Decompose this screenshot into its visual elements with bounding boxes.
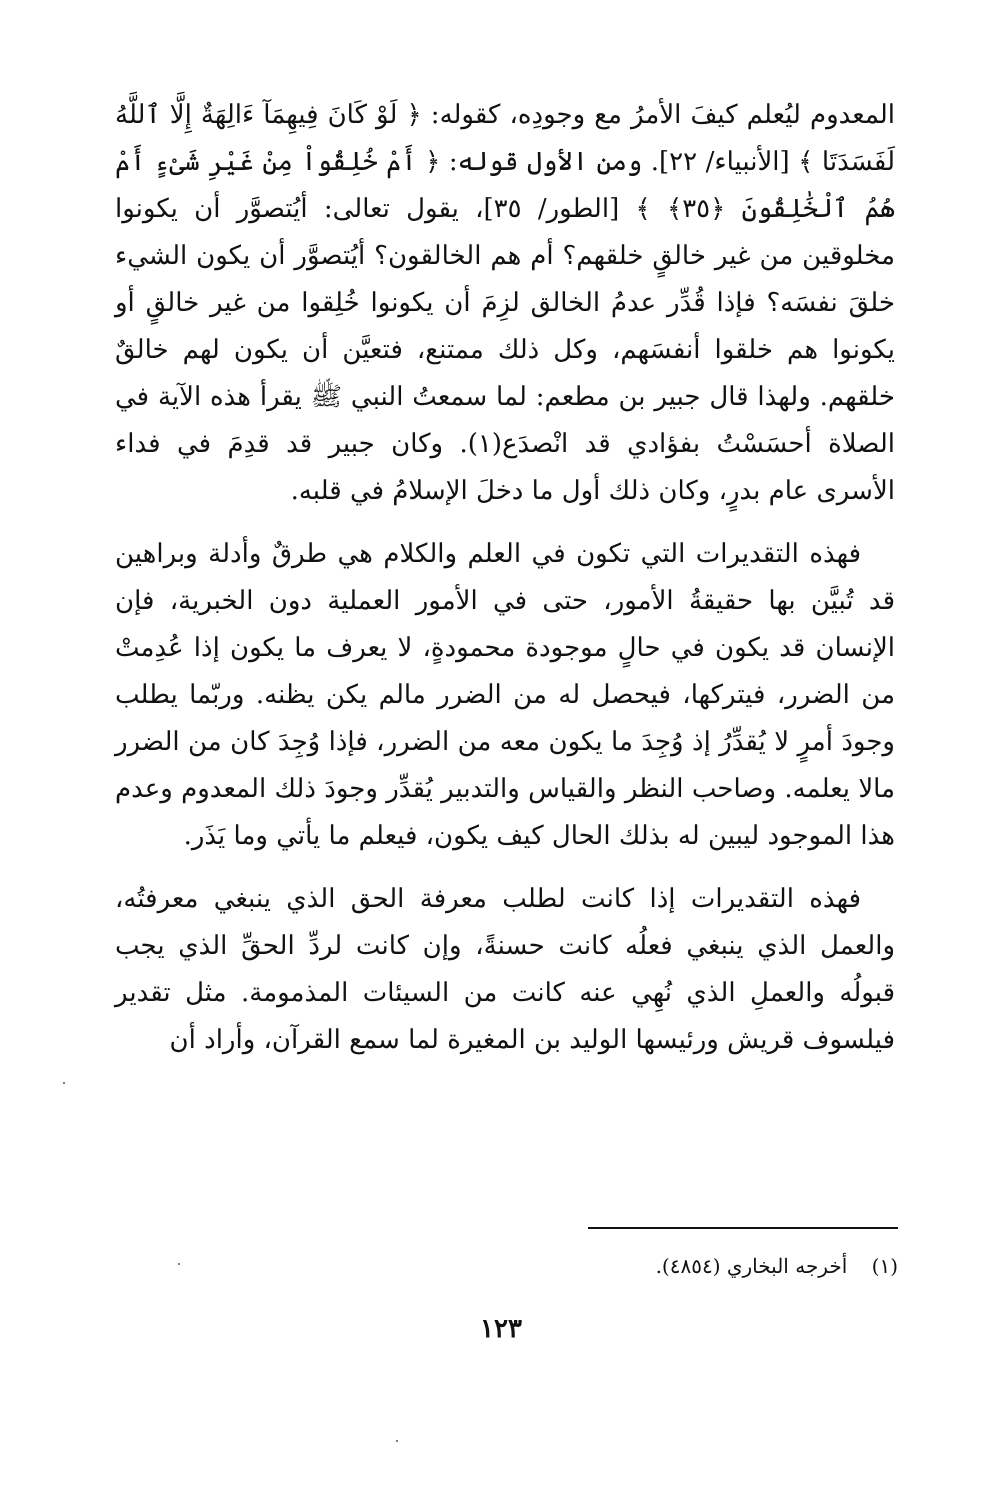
page-number: ١٢٣ — [480, 1314, 522, 1344]
paragraph-3: فهذه التقديرات إذا كانت لطلب معرفة الحق الذي ينبغي معرفتُه، والعمل الذي ينبغي فعلُه كانت حسنةً، وإن كانت لردِّ الحقِّ الذي يجب قبولُه والعملِ الذي نُهِي عنه كانت من السيئات المذمومة. مثل تقدير فيلسوف قريش ورئيسها الوليد بن المغيرة لما سمع القرآن، وأراد أن — [115, 884, 895, 1055]
page-body — [115, 92, 895, 1080]
footnote-number: (١) — [871, 1254, 898, 1278]
paragraph-2: فهذه التقديرات التي تكون في العلم والكلام هي طرقٌ وأدلة وبراهين قد تُبيَّن بها حقيقةُ الأمور، حتى في الأمور العملية دون الخبرية، فإن الإنسان قد يكون في حالٍ موجودة محمودةٍ، لا يعرف ما يكون إذا عُدِمتْ من الضرر، فيتركها، فيحصل له من الضرر مالم يكن يظنه. وربّما يطلب وجودَ أمرٍ لا يُقدِّرُ إذ وُجِدَ ما يكون معه من الضرر، فإذا وُجِدَ كان من الضرر مالا يعلمه. وصاحب النظر والقياس والتدبير يُقدِّر وجودَ ذلك المعدوم وعدم هذا الموجود ليبين له بذلك الحال كيف يكون، فيعلم ما يأتي وما يَذَر. — [115, 539, 895, 851]
scan-speck — [63, 1082, 65, 1084]
footnote — [300, 1250, 898, 1282]
main-text — [115, 92, 895, 1064]
scan-speck — [396, 1440, 398, 1442]
footnote-text: أخرجه البخاري (٤٨٥٤). — [655, 1254, 848, 1278]
scan-speck — [178, 1263, 180, 1265]
footnote-divider — [588, 1227, 898, 1229]
paragraph-1: المعدوم ليُعلم كيفَ الأمرُ مع وجودِه، كقوله: ﴿ لَوْ كَانَ فِيهِمَآ ءَالِهَةٌ إِلَّا ٱللَّهُ لَفَسَدَتَا ﴾ [الأنبياء/ ٢٢]. ومن الأول قوله: ﴿ أَمْ خُلِقُواْ مِنْ غَيْرِ شَىْءٍ أَمْ هُمُ ٱلْخَٰلِقُونَ ﴿٣٥﴾ ﴾ [الطور/ ٣٥]، يقول تعالى: أيُتصوَّر أن يكونوا مخلوقين من غير خالقٍ خلقهم؟ أم هم الخالقون؟ أيُتصوَّر أن يكون الشيء خلقَ نفسَه؟ فإذا قُدِّر عدمُ الخالق لزِمَ أن يكونوا خُلِقوا من غير خالقٍ أو يكونوا هم خلقوا أنفسَهم، وكل ذلك ممتنع، فتعيَّن أن يكون لهم خالقٌ خلقهم. ولهذا قال جبير بن مطعم: لما سمعتُ النبي ﷺ يقرأ هذه الآية في الصلاة أحسَسْتُ بفؤادي قد انْصدَع(١). وكان جبير قد قدِمَ في فداء الأسرى عام بدرٍ، وكان ذلك أول ما دخلَ الإسلامُ في قلبه. — [115, 100, 895, 506]
